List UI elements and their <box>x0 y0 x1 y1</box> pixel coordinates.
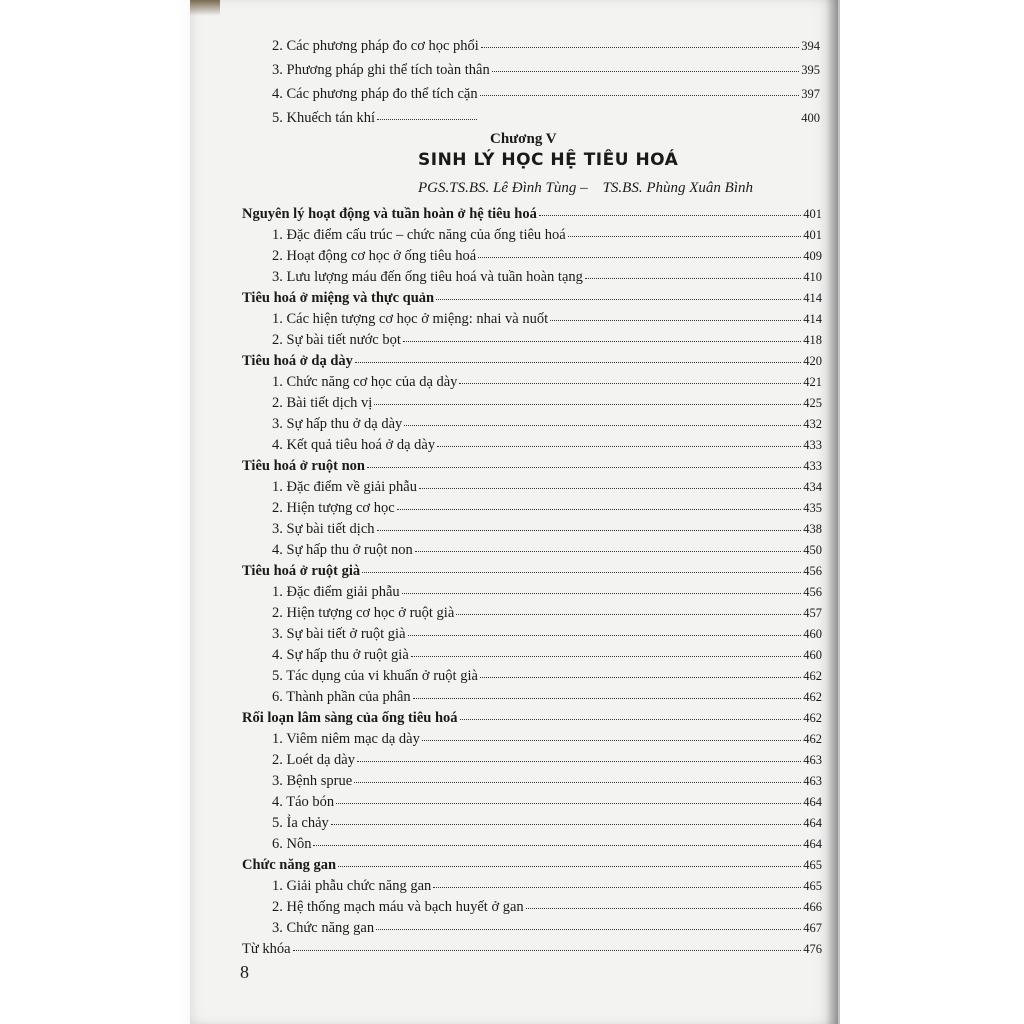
toc-entry-page: 462 <box>803 732 822 746</box>
toc-entry-page: 434 <box>803 480 822 494</box>
background-right <box>834 0 1024 1024</box>
toc-entry-page: 397 <box>801 87 820 101</box>
toc-section-page: 456 <box>803 564 822 578</box>
leader-dots <box>411 646 801 657</box>
toc-entry <box>272 898 822 916</box>
toc-section-title: Tiêu hoá ở ruột non <box>242 458 365 474</box>
toc-entry <box>272 415 822 433</box>
toc-entry <box>272 226 822 244</box>
toc-entry-page: 425 <box>803 396 822 410</box>
toc-entry-title: 4. Sự hấp thu ở ruột non <box>272 542 413 558</box>
leader-dots <box>480 85 800 96</box>
toc-section-page: 401 <box>803 207 822 221</box>
leader-dots <box>480 667 801 678</box>
toc-section <box>242 856 822 874</box>
toc-entry-page: 401 <box>803 228 822 242</box>
leader-dots <box>585 268 801 279</box>
leader-dots <box>460 709 802 720</box>
leader-dots <box>436 289 801 300</box>
toc-entry-title: 1. Các hiện tượng cơ học ở miệng: nhai và nuốt <box>272 311 549 327</box>
toc-entry-page: 464 <box>803 816 822 830</box>
toc-entry-page: 421 <box>803 375 822 389</box>
toc-section-page: 420 <box>803 354 822 368</box>
toc-entry-title: 4. Các phương pháp đo thể tích cặn <box>272 86 478 102</box>
toc-entry <box>272 772 822 790</box>
toc-entry-title: 1. Đặc điểm giải phẫu <box>272 584 400 600</box>
leader-dots <box>456 604 801 615</box>
toc-entry <box>272 877 822 895</box>
leader-dots <box>419 478 801 489</box>
toc-entry-page: 418 <box>803 333 822 347</box>
leader-dots <box>293 940 802 951</box>
chapter-title: SINH LÝ HỌC HỆ TIÊU HOÁ <box>418 150 679 170</box>
toc-entry-title: 2. Sự bài tiết nước bọt <box>272 332 401 348</box>
toc-entry-page: 467 <box>803 921 822 935</box>
background-left <box>0 0 205 1024</box>
toc-entry-title: 2. Hoạt động cơ học ở ống tiêu hoá <box>272 248 477 264</box>
toc-section-page: 465 <box>803 858 822 872</box>
toc-section-page: 414 <box>803 291 822 305</box>
toc-entry-page: 395 <box>801 63 820 77</box>
toc-entry-page: 465 <box>803 879 822 893</box>
toc-section <box>242 289 822 307</box>
leader-dots <box>338 856 801 867</box>
toc-entry-title: 4. Táo bón <box>272 794 335 810</box>
toc-entry <box>272 373 822 391</box>
toc-entry-page: 464 <box>803 837 822 851</box>
leader-dots <box>492 61 800 72</box>
toc-entry-page: 466 <box>803 900 822 914</box>
toc-entry-title: 5. Ỉa chảy <box>272 815 329 831</box>
toc-entry-title: 2. Hiện tượng cơ học ở ruột già <box>272 605 455 621</box>
toc-entry-title: 2. Các phương pháp đo cơ học phổi <box>272 38 479 54</box>
toc-entry-title: 6. Thành phần của phân <box>272 689 411 705</box>
leader-dots <box>459 373 801 384</box>
leader-dots <box>367 457 801 468</box>
toc-entry <box>272 394 822 412</box>
leader-dots <box>526 898 802 909</box>
toc-entry-title: 3. Lưu lượng máu đến ống tiêu hoá và tuần hoàn tạng <box>272 269 583 285</box>
toc-entry <box>272 646 822 664</box>
toc-entry-title: 2. Bài tiết dịch vị <box>272 395 373 411</box>
toc-section-title: Rối loạn lâm sàng của ống tiêu hoá <box>242 710 458 726</box>
toc-entry-page: 463 <box>803 753 822 767</box>
toc-entry-title: 1. Đặc điểm cấu trúc – chức năng của ống tiêu hoá <box>272 227 566 243</box>
toc-entry <box>272 109 820 127</box>
leader-dots <box>415 541 801 552</box>
toc-entry <box>272 688 822 706</box>
toc-entry <box>272 61 820 79</box>
leader-dots <box>376 919 801 930</box>
toc-section-title: Tiêu hoá ở dạ dày <box>242 353 353 369</box>
toc-section <box>242 352 822 370</box>
toc-entry-page: 476 <box>803 942 822 956</box>
toc-section <box>242 457 822 475</box>
toc-entry-title: 2. Loét dạ dày <box>272 752 355 768</box>
toc-entry <box>272 37 820 55</box>
leader-dots <box>331 814 801 825</box>
leader-dots <box>404 415 801 426</box>
toc-section <box>242 562 822 580</box>
toc-entry-page: 456 <box>803 585 822 599</box>
toc-entry-page: 435 <box>803 501 822 515</box>
toc-entry-title: 3. Bệnh sprue <box>272 773 353 789</box>
toc-entry-title: 1. Viêm niêm mạc dạ dày <box>272 731 420 747</box>
toc-entry <box>272 541 822 559</box>
toc-entry-title: 2. Hệ thống mạch máu và bạch huyết ở gan <box>272 899 524 915</box>
toc-entry-title: 3. Sự bài tiết dịch <box>272 521 375 537</box>
toc-section-title: Nguyên lý hoạt động và tuần hoàn ở hệ tiêu hoá <box>242 206 537 222</box>
leader-dots <box>403 331 801 342</box>
toc-entry <box>272 247 822 265</box>
toc-section-page: 433 <box>803 459 822 473</box>
toc-entry-page: 432 <box>803 417 822 431</box>
toc-entry-title: 4. Sự hấp thu ở ruột già <box>272 647 409 663</box>
toc-entry <box>272 835 822 853</box>
leader-dots <box>397 499 802 510</box>
toc-entry <box>272 583 822 601</box>
leader-dots <box>313 835 801 846</box>
toc-entry <box>272 604 822 622</box>
toc-entry <box>272 793 822 811</box>
toc-entry-page: 457 <box>803 606 822 620</box>
leader-dots <box>550 310 801 321</box>
toc-section <box>242 205 822 223</box>
toc-entry-title: 3. Chức năng gan <box>272 920 375 936</box>
toc-entry-page: 414 <box>803 312 822 326</box>
toc-entry <box>272 478 822 496</box>
leader-dots <box>422 730 801 741</box>
leader-dots <box>433 877 801 888</box>
toc-section-title: Tiêu hoá ở ruột già <box>242 563 361 579</box>
toc-entry-title: 1. Chức năng cơ học của dạ dày <box>272 374 458 390</box>
leader-dots <box>377 520 802 531</box>
toc-entry-title: 4. Kết quả tiêu hoá ở dạ dày <box>272 437 436 453</box>
leader-dots <box>336 793 801 804</box>
toc-entry-title: 1. Đặc điểm về giải phẫu <box>272 479 417 495</box>
toc-entry-page: 460 <box>803 627 822 641</box>
page-corner-shadow <box>190 0 220 16</box>
leader-dots <box>362 562 801 573</box>
toc-entry-page: 410 <box>803 270 822 284</box>
toc-entry-title: 5. Tác dụng của vi khuẩn ở ruột già <box>272 668 478 684</box>
leader-dots <box>408 625 802 636</box>
toc-entry-page: 433 <box>803 438 822 452</box>
toc-entry-page: 400 <box>801 111 820 125</box>
toc-section-title: Chức năng gan <box>242 857 337 873</box>
toc-entry-title: 3. Sự bài tiết ở ruột già <box>272 626 406 642</box>
toc-entry-page: 438 <box>803 522 822 536</box>
leader-dots <box>568 226 802 237</box>
toc-entry-page: 409 <box>803 249 822 263</box>
leader-dots <box>478 247 801 258</box>
leader-dots <box>355 352 801 363</box>
toc-entry-title: 5. Khuếch tán khí <box>272 110 376 126</box>
toc-entry <box>272 85 820 103</box>
leader-dots <box>354 772 801 783</box>
toc-section <box>242 709 822 727</box>
toc-entry-title: 3. Phương pháp ghi thể tích toàn thân <box>272 62 490 78</box>
toc-entry <box>272 751 822 769</box>
toc-entry <box>272 814 822 832</box>
toc-entry-page: 463 <box>803 774 822 788</box>
page-number: 8 <box>240 962 249 982</box>
leader-dots <box>539 205 801 216</box>
chapter-label: Chương V <box>490 131 557 147</box>
toc-entry-page: 394 <box>801 39 820 53</box>
toc-entry <box>272 667 822 685</box>
toc-entry <box>272 919 822 937</box>
toc-entry <box>272 310 822 328</box>
toc-section-title: Tiêu hoá ở miệng và thực quản <box>242 290 435 306</box>
toc-entry-page: 464 <box>803 795 822 809</box>
toc-entry <box>272 625 822 643</box>
leader-dots <box>413 688 802 699</box>
leader-dots <box>481 37 799 48</box>
toc-section-page: 462 <box>803 711 822 725</box>
leader-dots <box>377 109 477 120</box>
toc-entry <box>272 268 822 286</box>
toc-entry-title: Từ khóa <box>242 941 291 957</box>
toc-entry-title: 3. Sự hấp thu ở dạ dày <box>272 416 403 432</box>
toc-entry-page: 460 <box>803 648 822 662</box>
toc-entry <box>272 730 822 748</box>
chapter-authors: PGS.TS.BS. Lê Đình Tùng – TS.BS. Phùng Xuân Bình <box>418 180 754 196</box>
toc-keywords-entry <box>242 940 822 958</box>
page-right-edge <box>826 0 840 1024</box>
toc-entry-title: 6. Nôn <box>272 836 312 852</box>
toc-entry-title: 2. Hiện tượng cơ học <box>272 500 395 516</box>
toc-entry <box>272 499 822 517</box>
leader-dots <box>402 583 802 594</box>
toc-entry <box>272 520 822 538</box>
leader-dots <box>357 751 801 762</box>
toc-entry-page: 450 <box>803 543 822 557</box>
toc-entry-title: 1. Giải phẫu chức năng gan <box>272 878 432 894</box>
toc-entry <box>272 331 822 349</box>
leader-dots <box>374 394 801 405</box>
toc-entry <box>272 436 822 454</box>
toc-entry-page: 462 <box>803 690 822 704</box>
toc-entry-page: 462 <box>803 669 822 683</box>
leader-dots <box>437 436 801 447</box>
